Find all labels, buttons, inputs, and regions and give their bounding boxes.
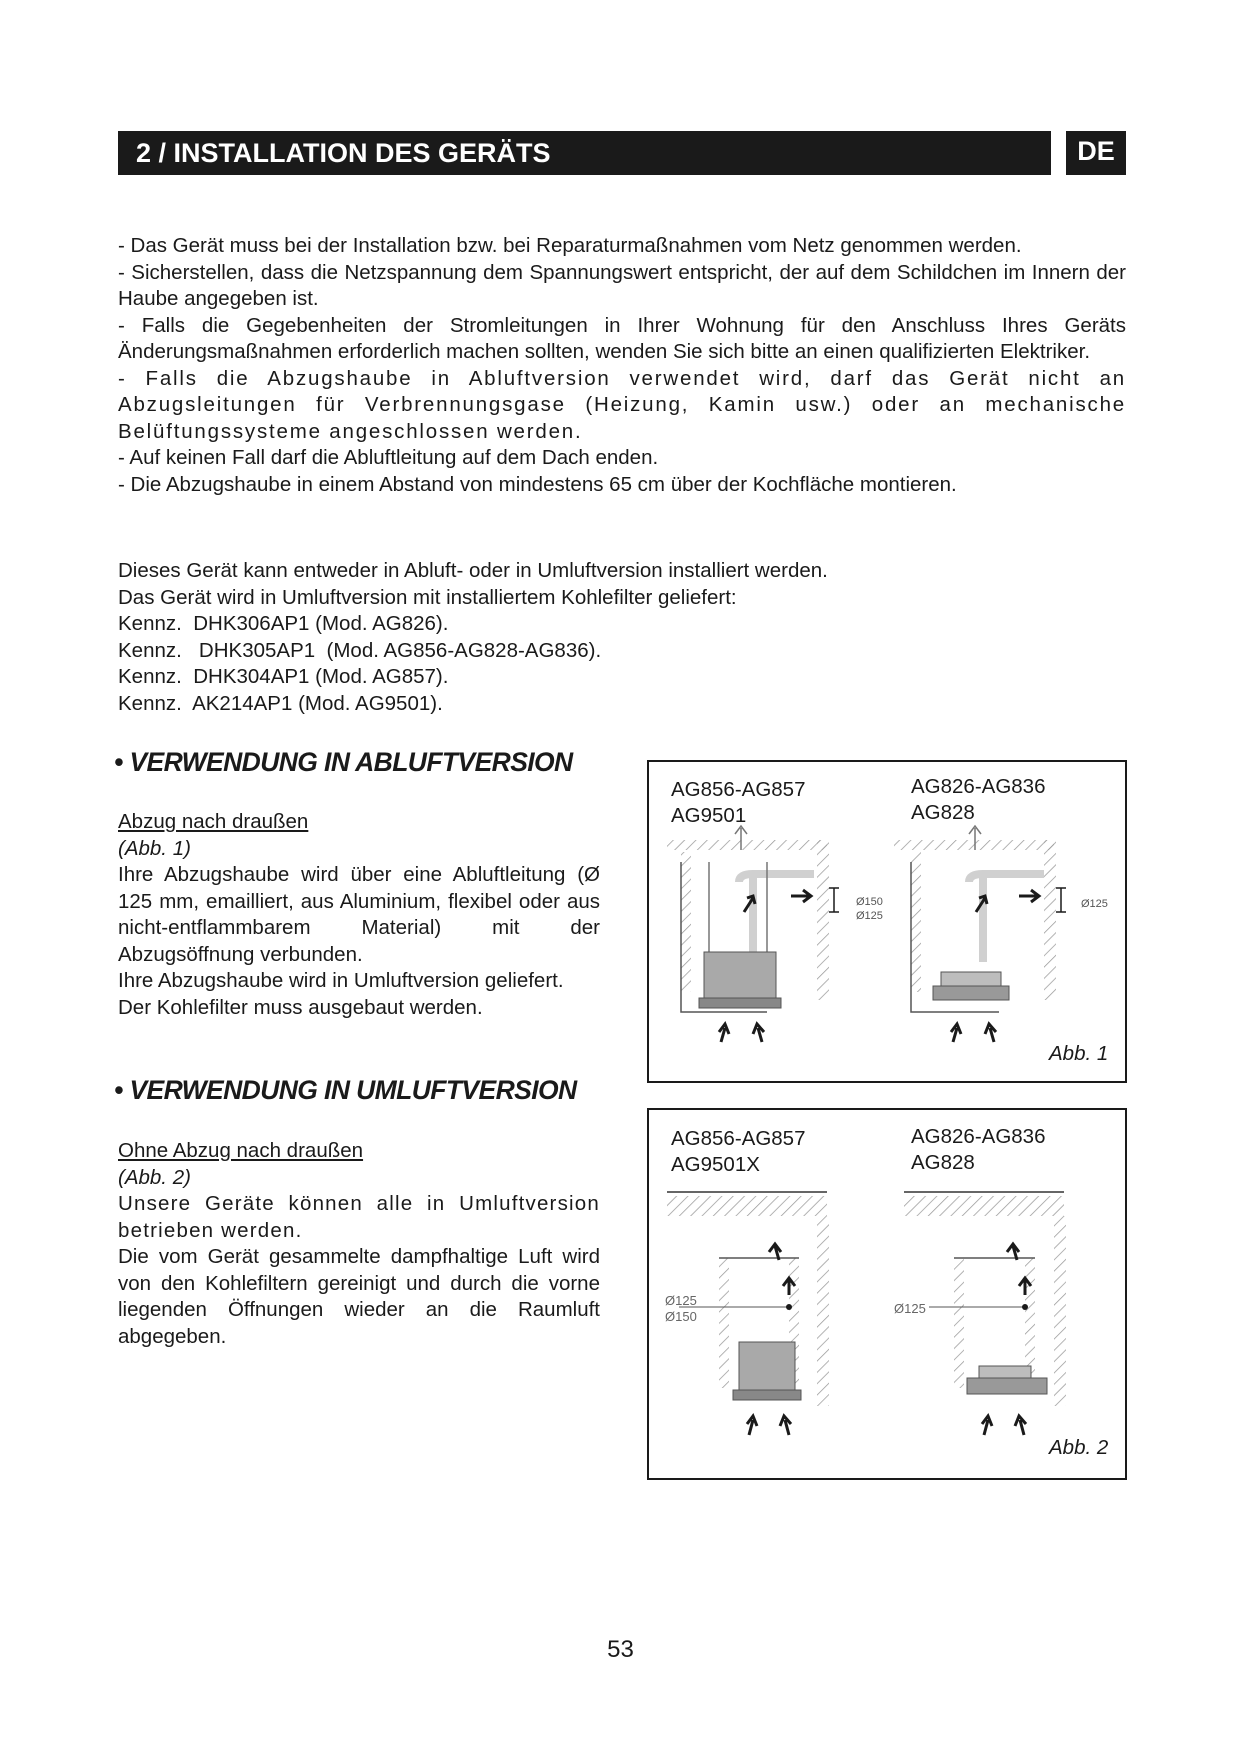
dimension-label: Ø125 — [856, 910, 883, 922]
arrow-up-icon — [951, 1024, 961, 1042]
section-title-exhaust: • VERWENDUNG IN ABLUFTVERSION — [114, 747, 573, 777]
recirculation-figure-ref: (Abb. 2) — [118, 1165, 191, 1189]
recirculation-subtitle: Ohne Abzug nach draußen — [118, 1139, 364, 1162]
dimension-label: Ø125 — [1081, 898, 1108, 910]
exhaust-text — [118, 809, 600, 1021]
figure-1 — [647, 760, 1127, 1083]
figure-1-drawing — [649, 762, 1124, 1080]
exhaust-paragraph: Ihre Abzugshaube wird über eine Abluftleitung (Ø 125 mm, emailliert, aus Aluminium, flexibel oder aus nicht-entflammbarem Material) mit der Abzugsöffnung verbunden. — [118, 863, 600, 966]
section-title-recirculation: • VERWENDUNG IN UMLUFTVERSION — [114, 1075, 577, 1105]
safety-note: - Sicherstellen, dass die Netzspannung dem Spannungswert entspricht, der auf dem Schildchen im Innern der Haube angegeben ist. — [118, 260, 1126, 310]
recirculation-paragraph: Die vom Gerät gesammelte dampfhaltige Luft wird von den Kohlefiltern gereinigt und durch die vorne liegenden Öffnungen wieder an die Raumluft abgegeben. — [118, 1245, 600, 1348]
safety-note: - Das Gerät muss bei der Installation bzw. bei Reparaturmaßnahmen vom Netz genommen werden. — [118, 234, 1022, 257]
safety-note: - Falls die Abzugshaube in Abluftversion verwendet wird, darf das Gerät nicht an Abzugsleitungen für Verbrennungsgase (Heizung, Kamin usw.) oder an mechanische Belüftungssysteme angeschlossen werden. — [118, 366, 1126, 443]
model-line: Kennz. AK214AP1 (Mod. AG9501). — [118, 691, 443, 715]
figure-2-caption: Abb. 2 — [1049, 1436, 1109, 1459]
model-label: AG9501X — [671, 1153, 760, 1176]
safety-note: - Die Abzugshaube in einem Abstand von mindestens 65 cm über der Kochfläche montieren. — [118, 472, 957, 496]
arrow-up-icon — [982, 1416, 992, 1435]
arrow-up-icon — [747, 1416, 757, 1435]
model-label: AG856-AG857 — [671, 778, 806, 801]
model-label: AG828 — [911, 1151, 975, 1174]
recirculation-install-left — [665, 1192, 829, 1435]
exhaust-install-left — [667, 826, 883, 1042]
model-label: AG826-AG836 — [911, 1125, 1046, 1148]
section-header: 2 / INSTALLATION DES GERÄTS — [118, 131, 1051, 175]
dimension-label: Ø125 — [665, 1293, 697, 1308]
safety-note: - Auf keinen Fall darf die Abluftleitung auf dem Dach enden. — [118, 446, 659, 469]
safety-note: - Falls die Gegebenheiten der Stromleitungen in Ihrer Wohnung für den Anschluss Ihres Geräts Änderungsmaßnahmen erforderlich machen sollten, wenden Sie sich bitte an einen qualifizierten Elektriker. — [118, 313, 1126, 363]
arrow-right-icon — [1019, 890, 1039, 902]
arrow-up-icon — [1015, 1416, 1026, 1435]
model-line: Kennz. DHK306AP1 (Mod. AG826). — [118, 612, 449, 635]
exhaust-install-right — [894, 826, 1108, 1042]
recirculation-paragraph: Unsere Geräte können alle in Umluftversion betrieben werden. — [118, 1192, 600, 1242]
dimension-label: Ø125 — [894, 1301, 926, 1316]
figure-1-caption: Abb. 1 — [1049, 1042, 1109, 1065]
model-list — [118, 558, 1018, 717]
exhaust-subtitle: Abzug nach draußen — [118, 810, 309, 833]
arrow-up-icon — [780, 1416, 791, 1435]
arrow-right-icon — [791, 890, 811, 902]
dimension-label: Ø150 — [665, 1309, 697, 1324]
model-label: AG826-AG836 — [911, 775, 1046, 798]
arrow-up-icon — [985, 1024, 996, 1042]
dimension-label: Ø150 — [856, 896, 883, 908]
exhaust-figure-ref: (Abb. 1) — [118, 836, 191, 860]
model-label: AG828 — [911, 801, 975, 824]
recirculation-text — [118, 1138, 600, 1350]
model-line: Kennz. DHK305AP1 (Mod. AG856-AG828-AG836). — [118, 638, 602, 662]
figure-2-drawing — [649, 1110, 1124, 1477]
safety-notes — [118, 233, 1126, 498]
arrow-up-icon — [719, 1024, 729, 1042]
language-badge: DE — [1066, 131, 1126, 175]
intro-line: Dieses Gerät kann entweder in Abluft- oder in Umluftversion installiert werden. — [118, 559, 828, 582]
model-label: AG856-AG857 — [671, 1127, 806, 1150]
page-number: 53 — [607, 1636, 634, 1663]
exhaust-paragraph: Ihre Abzugshaube wird in Umluftversion geliefert. Der Kohlefilter muss ausgebaut werden. — [118, 969, 564, 1019]
arrow-up-icon — [753, 1024, 764, 1042]
figure-2 — [647, 1108, 1127, 1480]
model-line: Kennz. DHK304AP1 (Mod. AG857). — [118, 665, 449, 688]
intro-line: Das Gerät wird in Umluftversion mit installiertem Kohlefilter geliefert: — [118, 585, 737, 609]
recirculation-install-right — [894, 1192, 1066, 1435]
model-label: AG9501 — [671, 804, 747, 827]
